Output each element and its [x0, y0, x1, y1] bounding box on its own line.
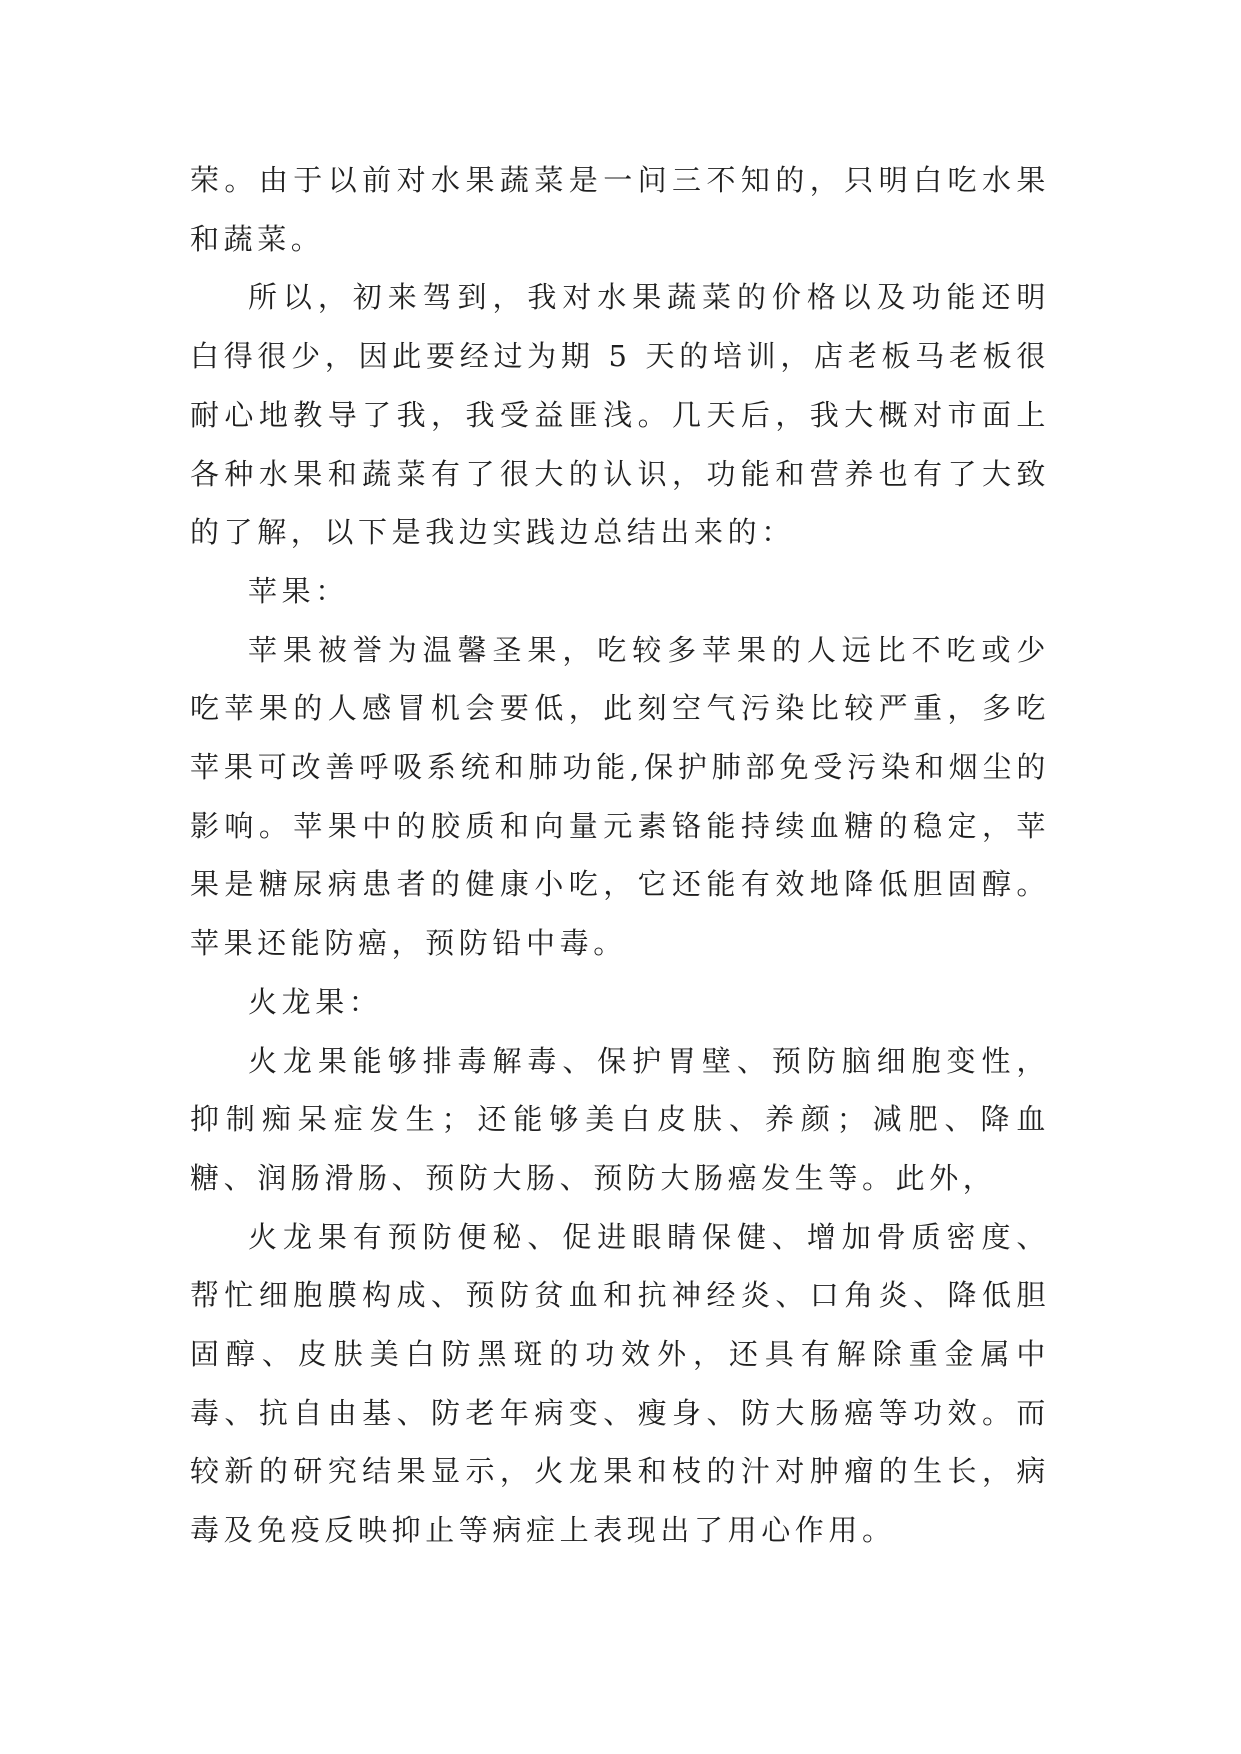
section-heading-apple: 苹果： [248, 573, 349, 608]
document-body [190, 151, 1050, 1560]
paragraph-dragon-fruit-1: 火龙果能够排毒解毒、保护胃壁、预防脑细胞变性，抑制痴呆症发生；还能够美白皮肤、养颜；减肥、降血糖、润肠滑肠、预防大肠、预防大肠癌发生等。此外， [190, 1043, 1050, 1195]
paragraph-dragon-fruit-2: 火龙果有预防便秘、促进眼睛保健、增加骨质密度、帮忙细胞膜构成、预防贫血和抗神经炎、口角炎、降低胆固醇、皮肤美白防黑斑的功效外，还具有解除重金属中毒、抗自由基、防老年病变、瘦身、防大肠癌等功效。而较新的研究结果显示，火龙果和枝的汁对肿瘤的生长，病毒及免疫反映抑止等病症上表现出了用心作用。 [190, 1219, 1050, 1548]
paragraph-intro: 所以，初来驾到，我对水果蔬菜的价格以及功能还明白得很少，因此要经过为期 5 天的培训，店老板马老板很耐心地教导了我，我受益匪浅。几天后，我大概对市面上各种水果和蔬菜有了很大的认识，功能和营养也有了大致的了解，以下是我边实践边总结出来的： [190, 280, 1050, 550]
paragraph-apple: 苹果被誉为温馨圣果，吃较多苹果的人远比不吃或少吃苹果的人感冒机会要低，此刻空气污染比较严重，多吃苹果可改善呼吸系统和肺功能,保护肺部免受污染和烟尘的影响。苹果中的胶质和向量元素铬能持续血糖的稳定，苹果是糖尿病患者的健康小吃，它还能有效地降低胆固醇。苹果还能防癌，预防铅中毒。 [190, 632, 1050, 961]
paragraph-continuation: 荣。由于以前对水果蔬菜是一问三不知的，只明白吃水果和蔬菜。 [190, 163, 1050, 256]
section-heading-dragon-fruit: 火龙果： [248, 984, 383, 1019]
